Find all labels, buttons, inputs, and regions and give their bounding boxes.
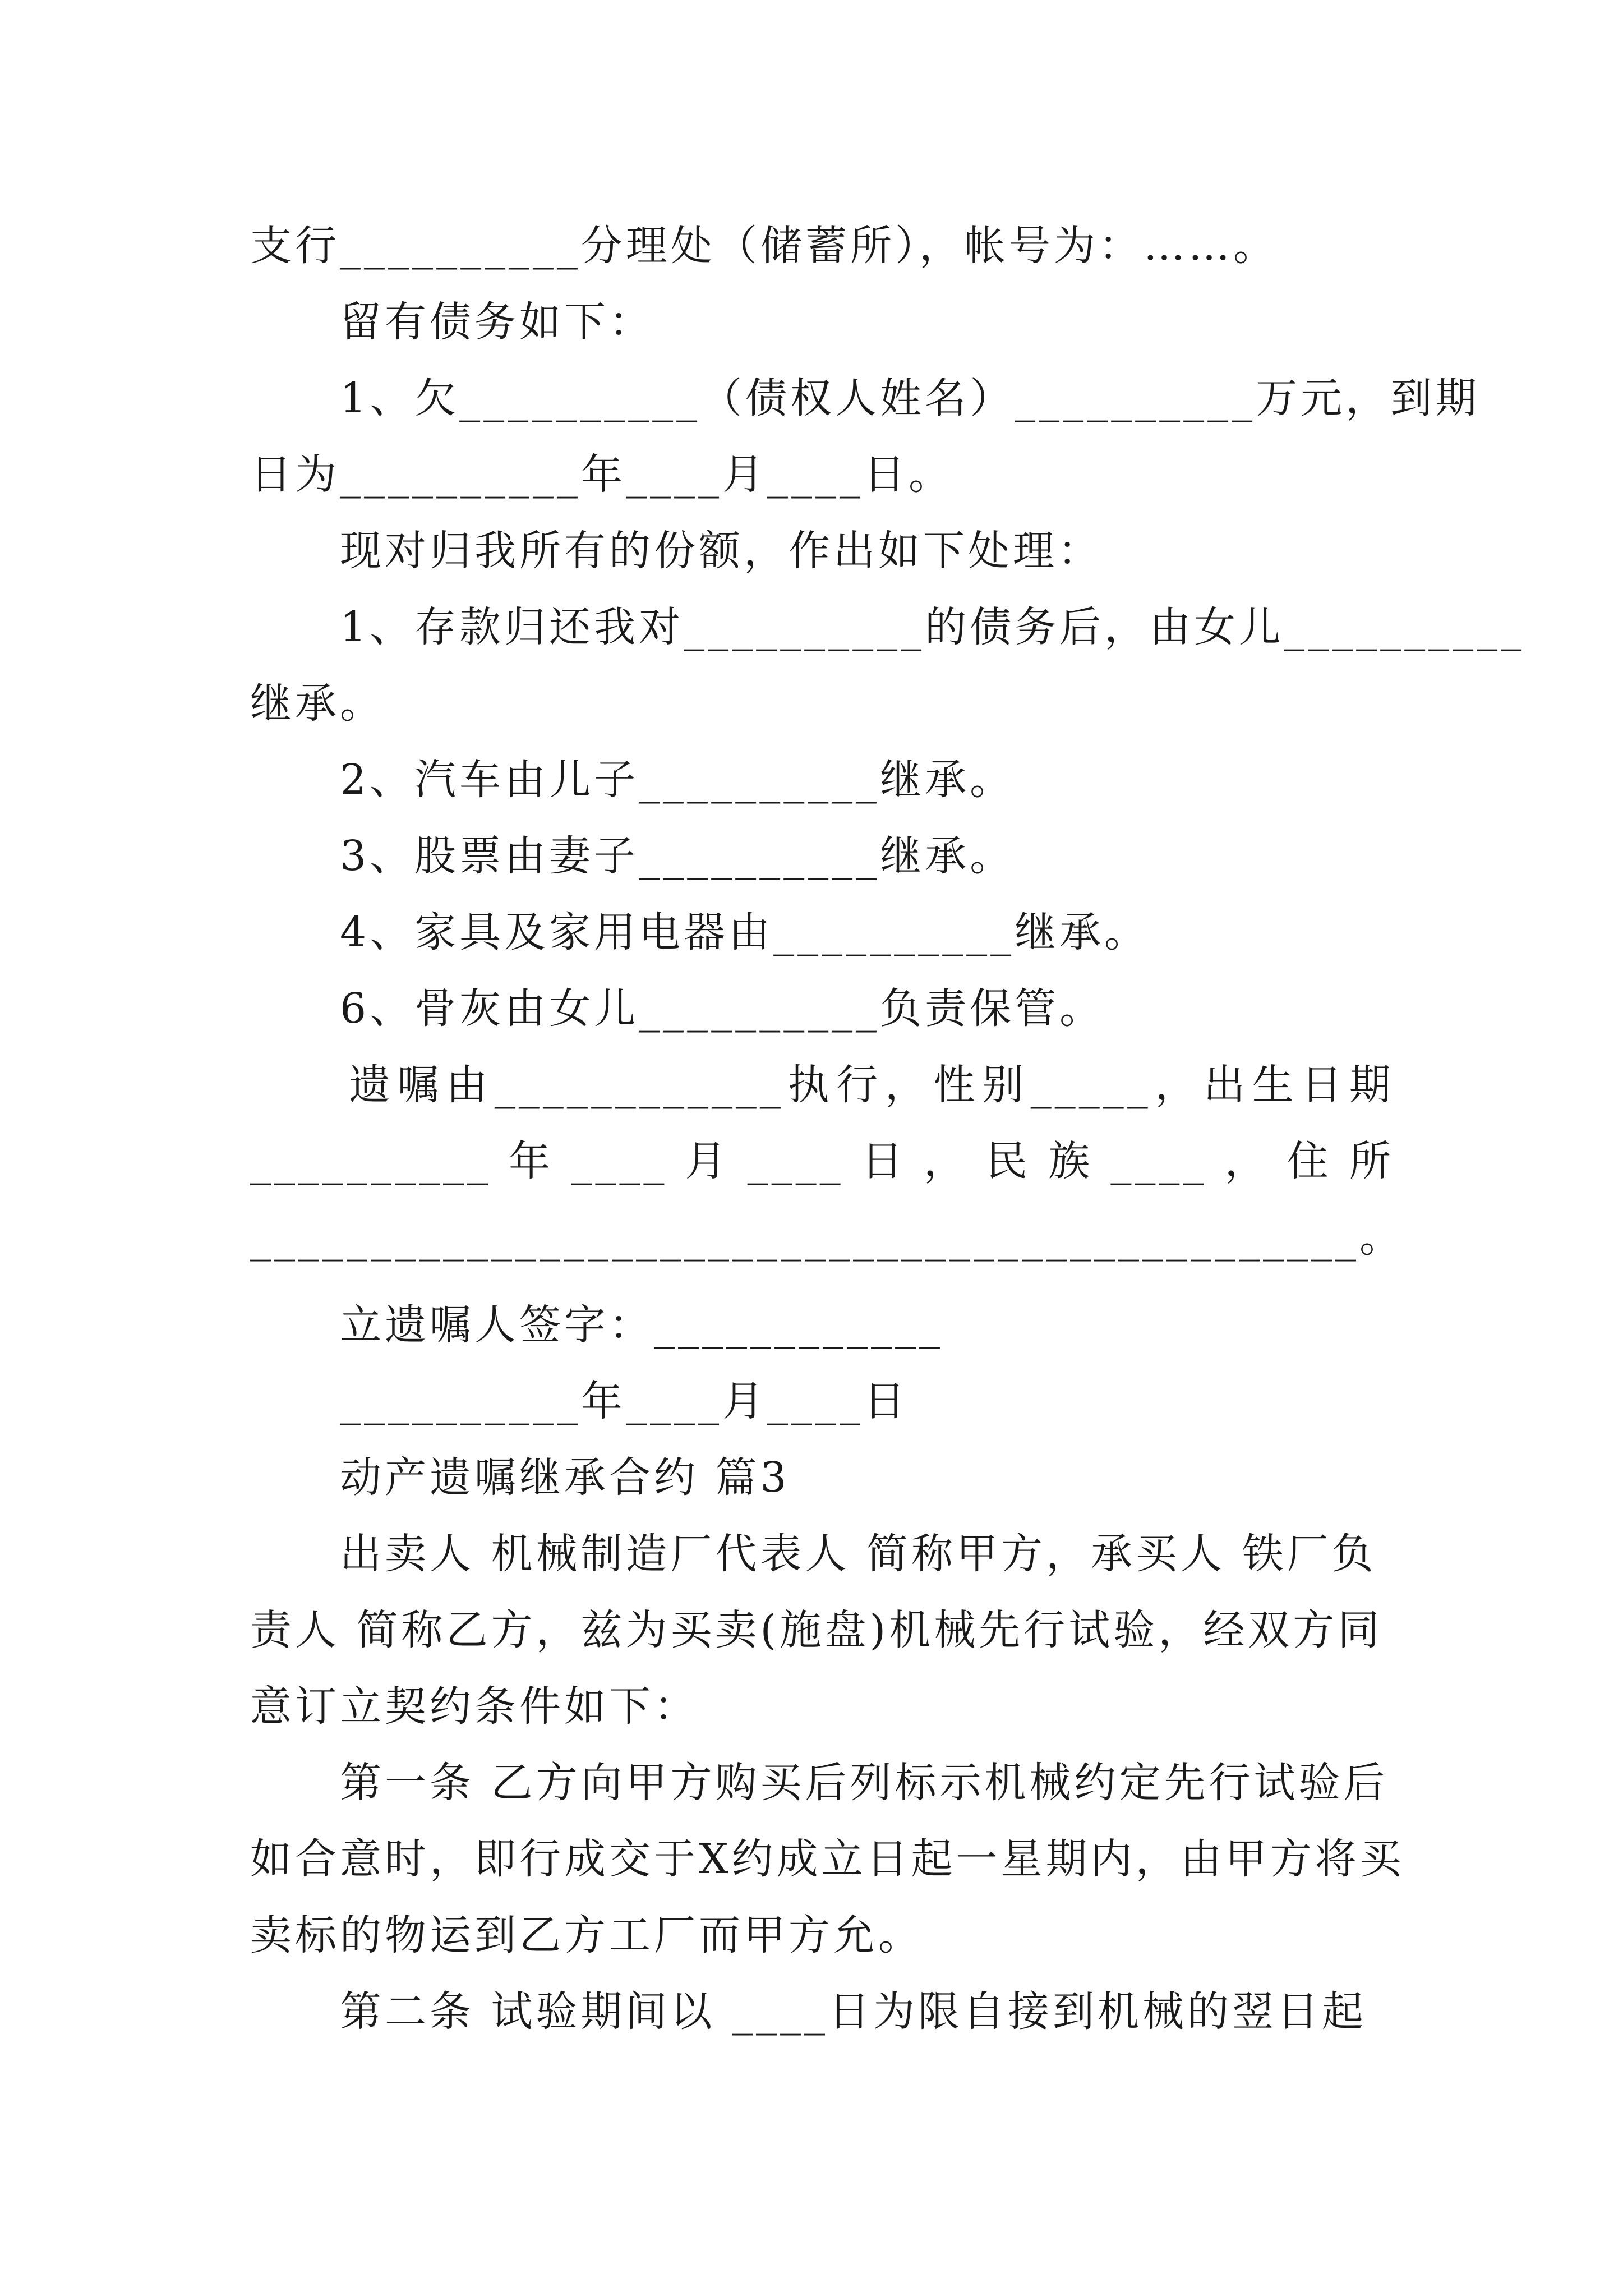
text-line-bank-account: 支行__________分理处（储蓄所），帐号为：……。 <box>250 222 1278 270</box>
text-line-disposal-heading: 现对归我所有的份额，作出如下处理： <box>340 527 1103 575</box>
text-line-item-1-continued: 继承。 <box>250 679 385 728</box>
text-line-executor-address: ______________________________________________。 <box>250 1213 1404 1262</box>
text-line-executor-birth-date: __________ 年 ____ 月 ____ 日 ， 民 族 ____ ， 住 所 <box>250 1137 1394 1185</box>
text-line-article-2: 第二条 试验期间以 ____日为限自接到机械的翌日起 <box>340 1987 1367 2036</box>
text-line-item-3-stocks: 3、股票由妻子__________继承。 <box>340 832 1015 880</box>
text-line-debts-heading: 留有债务如下： <box>340 298 654 346</box>
text-line-item-6-ashes: 6、骨灰由女儿__________负责保管。 <box>340 984 1105 1033</box>
section-title: 动产遗嘱继承合约 篇3 <box>340 1453 790 1502</box>
text-line-article-1-continued: 如合意时，即行成交于X约成立日起一星期内，由甲方将买 <box>250 1835 1405 1883</box>
text-line-item-2-car: 2、汽车由儿子__________继承。 <box>340 756 1015 804</box>
text-line-debt-due-date: 日为__________年____月____日。 <box>250 450 953 499</box>
text-line-debt-1: 1、欠__________（债权人姓名）__________万元，到期 <box>340 374 1481 422</box>
text-line-item-4-furniture: 4、家具及家用电器由__________继承。 <box>340 908 1150 956</box>
text-line-item-1-savings: 1、存款归还我对__________的债务后，由女儿__________ <box>340 603 1525 651</box>
text-line-article-1-end: 卖标的物运到乙方工厂而甲方允。 <box>250 1911 923 1959</box>
text-line-signature-date: __________年____月____日 <box>340 1377 909 1425</box>
text-line-agreement-intro: 意订立契约条件如下： <box>250 1682 699 1731</box>
text-line-parties: 出卖人 机械制造厂代表人 简称甲方，承买人 铁厂负 <box>340 1530 1377 1578</box>
text-line-article-1: 第一条 乙方向甲方购买后列标示机械约定先行试验后 <box>340 1759 1389 1807</box>
text-line-testator-signature: 立遗嘱人签字：____________ <box>340 1301 943 1349</box>
text-line-executor: 遗 嘱 由 ____________ 执 行 ， 性 别 _____ ， 出 生 日 期 <box>349 1061 1394 1109</box>
text-line-parties-continued: 责人 简称乙方，兹为买卖(施盘)机械先行试验，经双方同 <box>250 1606 1383 1654</box>
